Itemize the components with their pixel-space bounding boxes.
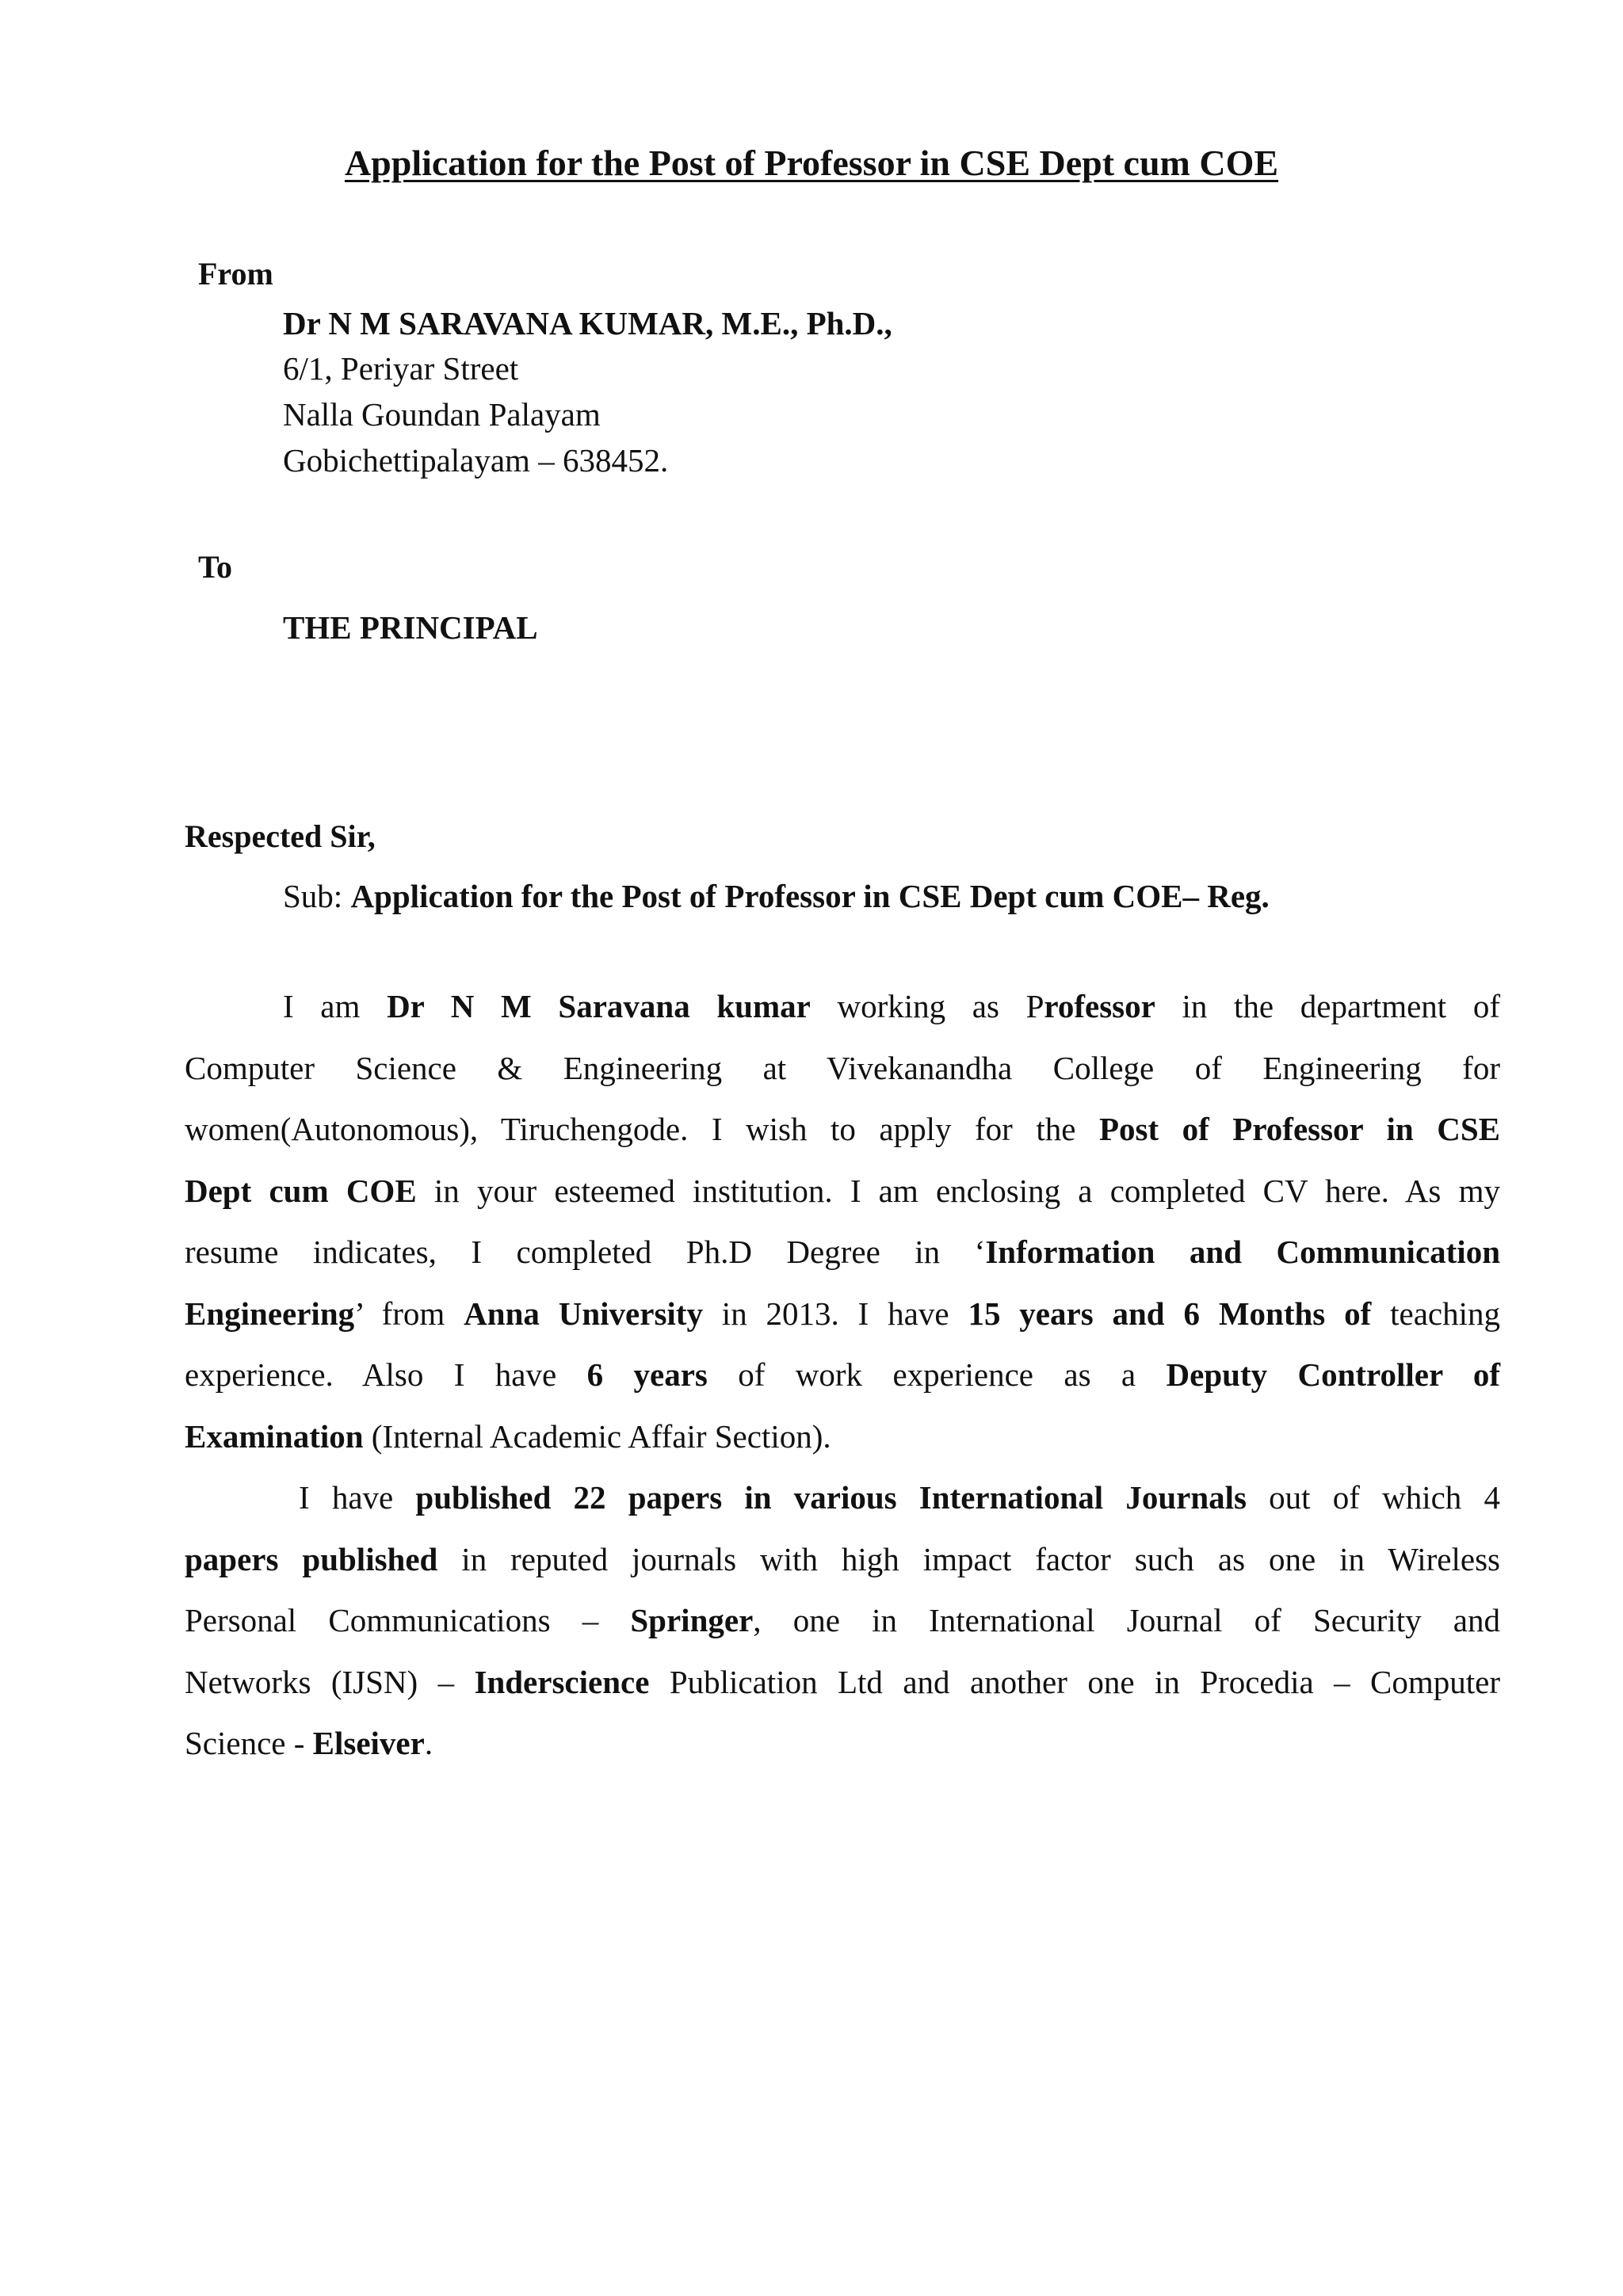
text-segment: in 2013. I have [702,1295,968,1332]
paragraph-line [185,1414,1500,1459]
paragraph-line [185,1721,1500,1765]
bold-text: Deputy Controller of [1166,1356,1500,1393]
sender-address-line: Nalla Goundan Palayam [283,396,601,433]
bold-text: papers published [185,1540,438,1577]
text-segment: in reputed journals with high impact factor such as one in Wireless [437,1540,1500,1577]
text-segment: in the department of [1155,988,1501,1024]
salutation: Respected Sir, [185,818,376,854]
bold-text: Dept cum COE [185,1172,417,1209]
paragraph-line [185,1046,1500,1090]
paragraph-line [185,1352,1500,1397]
paragraph-line [185,1107,1500,1151]
sender-address-line: 6/1, Periyar Street [283,350,519,387]
text-segment: (Internal Academic Affair Section). [363,1417,831,1455]
bold-text: Information and Communication [985,1234,1500,1270]
bold-text: Anna University [464,1295,703,1332]
bold-text: Elseiver [312,1725,425,1761]
letter-title [0,139,1623,187]
paragraph-line [185,1230,1500,1274]
bold-text: Examination [185,1417,364,1455]
bold-text: Dr N M Saravana kumar [387,988,811,1024]
text-segment: I have [299,1479,416,1516]
sender-name: Dr N M SARAVANA KUMAR, M.E., Ph.D., [283,305,892,341]
text-segment: resume indicates, I completed Ph.D Degree in ‘ [185,1234,986,1270]
bold-text: rofessor [1044,988,1155,1024]
bold-text: 15 years and 6 Months of [968,1295,1372,1332]
bold-text: Post of Professor in CSE [1098,1111,1500,1147]
bold-text: Springer [630,1602,754,1638]
bold-text: Inderscience [474,1663,650,1700]
text-segment: women(Autonomous), Tiruchengode. I wish to apply for the [185,1111,1099,1147]
text-segment: Personal Communications – [185,1602,631,1638]
sender-address-line: Gobichettipalayam – 638452. [283,442,669,479]
text-segment: teaching [1371,1295,1500,1332]
subject-prefix: Sub: [283,878,351,914]
paragraph-line [185,1169,1500,1213]
text-segment: Networks (IJSN) – [185,1663,475,1700]
letter-title-text: Application for the Post of Professor in CSE Dept cum COE [344,143,1279,183]
text-segment: experience. Also I have [185,1356,587,1393]
subject-text: Application for the Post of Professor in CSE Dept cum COE– Reg. [350,878,1270,914]
from-label: From [198,256,273,292]
text-segment: out of which 4 [1246,1479,1500,1516]
text-segment: Publication Ltd and another one in Procedia – Computer [649,1663,1500,1700]
text-segment: working as P [810,988,1044,1024]
bold-text: published 22 papers in various International Journals [415,1479,1247,1516]
paragraph-line [185,1537,1500,1581]
text-segment: Computer Science & Engineering at Vivekanandha College of Engineering for [185,1049,1500,1086]
text-segment: I am [283,988,388,1024]
paragraph-line [283,984,1500,1028]
paragraph-line [185,1660,1500,1704]
bold-text: 6 years [586,1356,708,1393]
to-label: To [198,549,233,585]
text-segment: ’ from [354,1295,464,1332]
text-segment: , one in International Journal of Security and [753,1602,1500,1638]
bold-text: Engineering [185,1295,355,1332]
paragraph-line [185,1598,1500,1642]
text-segment: Science - [185,1725,313,1761]
text-segment: in your esteemed institution. I am enclosing a completed CV here. As my [416,1172,1500,1209]
recipient-name: THE PRINCIPAL [283,609,538,646]
subject-line [283,874,1270,918]
text-segment: of work experience as a [707,1356,1167,1393]
paragraph-line [299,1475,1500,1520]
paragraph-line [185,1291,1500,1336]
text-segment: . [424,1725,433,1761]
